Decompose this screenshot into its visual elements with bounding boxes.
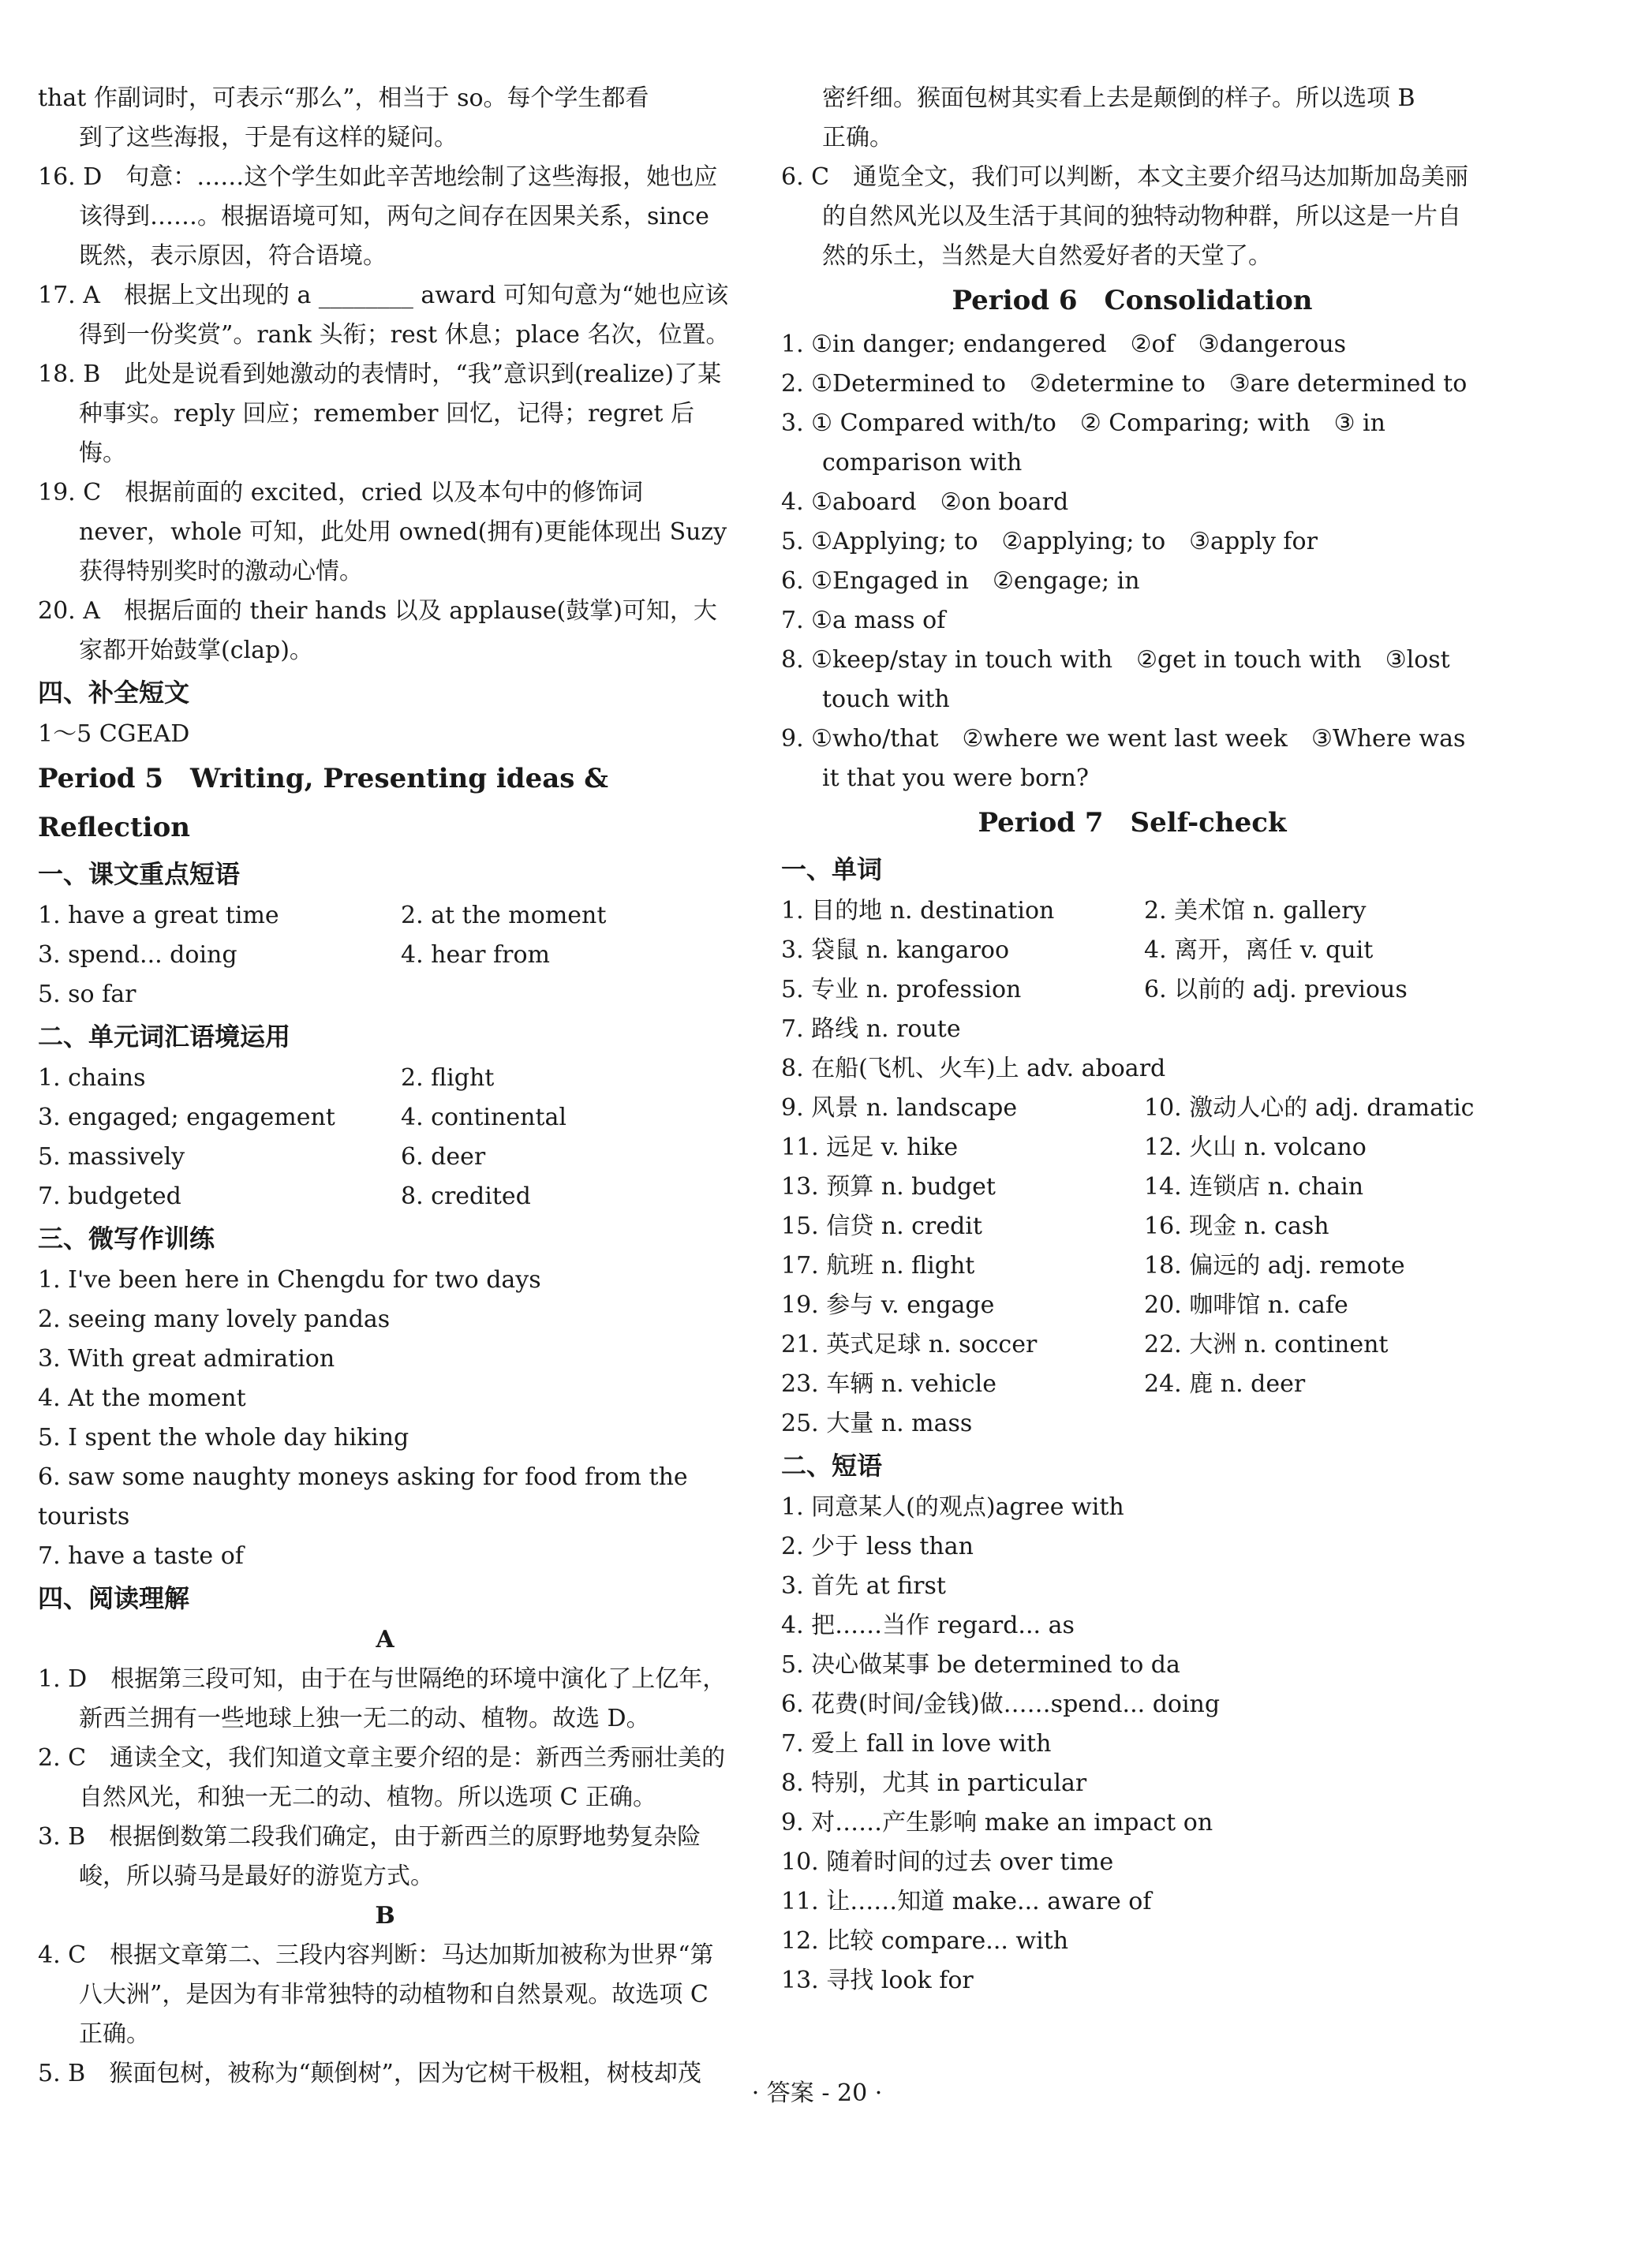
answer-item-6: 6. C 通览全文，我们可以判断，本文主要介绍马达加斯加岛美丽的自然风光以及生活于其间的独特动物种群，所以这是一片自然的乐土，当然是大自然爱好者的天堂了。 <box>781 163 1469 270</box>
period-title: Period 6 Consolidation <box>952 285 1313 316</box>
word-row <box>781 1168 1483 1207</box>
answer-cell: 5. massively <box>38 1143 185 1171</box>
answer-item-17: 17. A 根据上文出现的 a ________ award 可知句意为“她也应该得到一份奖赏”。rank 头衔；rest 休息；place 名次，位置。 <box>38 282 730 349</box>
page-footer: · 答案 - 20 · <box>751 2079 883 2107</box>
word-cell: 3. 袋鼠 n. kangaroo <box>781 936 1010 964</box>
word-row <box>781 970 1483 1010</box>
word-cell: 6. 以前的 adj. previous <box>1144 976 1408 1003</box>
answer-cell: 1. chains <box>38 1064 146 1092</box>
phrase-line: 9. 对……产生影响 make an impact on <box>781 1809 1213 1836</box>
word-cell: 4. 离开，离任 v. quit <box>1144 936 1374 964</box>
section-title: 一、课文重点短语 <box>38 859 241 889</box>
answer-cell: 4. continental <box>401 1104 566 1131</box>
word-cell: 11. 远足 v. hike <box>781 1134 959 1161</box>
answer-cell: 8. credited <box>401 1183 531 1210</box>
word-row <box>781 1404 1483 1444</box>
text-line: 正确。 <box>822 124 893 151</box>
answer-item: 9. ①who/that ②where we went last week ③Where was it that you were born? <box>781 725 1466 792</box>
answer-row <box>38 936 732 975</box>
word-cell: 23. 车辆 n. vehicle <box>781 1370 996 1398</box>
word-cell: 21. 英式足球 n. soccer <box>781 1331 1038 1358</box>
answer-item: 1. ①in danger; endangered ②of ③dangerous <box>781 331 1347 358</box>
phrase-line: 12. 比较 compare... with <box>781 1927 1069 1955</box>
word-cell: 1. 目的地 n. destination <box>781 897 1055 925</box>
answer-item: 7. ①a mass of <box>781 607 946 634</box>
word-cell: 9. 风景 n. landscape <box>781 1094 1018 1122</box>
word-row <box>781 931 1483 970</box>
section-title: 二、单元词汇语境运用 <box>38 1022 291 1052</box>
word-cell: 13. 预算 n. budget <box>781 1173 996 1201</box>
answer-cell: 4. hear from <box>401 941 550 969</box>
word-cell: 15. 信贷 n. credit <box>781 1212 982 1240</box>
answer-item: 6. ①Engaged in ②engage; in <box>781 567 1140 595</box>
answer-item: 2. C 通读全文，我们知道文章主要介绍的是：新西兰秀丽壮美的自然风光，和独一无二的动、植物。所以选项 C 正确。 <box>38 1744 726 1811</box>
answer-row <box>38 975 732 1014</box>
word-cell: 19. 参与 v. engage <box>781 1291 995 1319</box>
answer-line: 3. With great admiration <box>38 1345 335 1373</box>
answer-line: 2. seeing many lovely pandas <box>38 1306 391 1333</box>
answer-item-16: 16. D 句意：……这个学生如此辛苦地绘制了这些海报，她也应该得到……。根据语境可知，两句之间存在因果关系，since 既然，表示原因，符合语境。 <box>38 163 718 270</box>
word-cell: 2. 美术馆 n. gallery <box>1144 897 1367 925</box>
word-cell: 20. 咖啡馆 n. cafe <box>1144 1291 1348 1319</box>
answer-item: 4. C 根据文章第二、三段内容判断：马达加斯加被称为世界“第八大洲”，是因为有非常独特的动植物和自然景观。故选项 C 正确。 <box>38 1941 714 2048</box>
word-cell: 22. 大洲 n. continent <box>1144 1331 1389 1358</box>
word-row <box>781 1286 1483 1325</box>
answer-item-19: 19. C 根据前面的 excited，cried 以及本句中的修饰词 never，whole 可知，此处用 owned(拥有)更能体现出 Suzy 获得特别奖时的激动心情。 <box>38 479 727 585</box>
phrase-line: 4. 把……当作 regard... as <box>781 1612 1075 1639</box>
answer-item-18: 18. B 此处是说看到她激动的表情时，“我”意识到(realize)了某种事实。reply 回应；remember 回忆，记得；regret 后悔。 <box>38 361 722 467</box>
section-title: 四、补全短文 <box>38 678 190 708</box>
answer-item: 4. ①aboard ②on board <box>781 488 1069 516</box>
word-row <box>781 891 1483 931</box>
answer-line: 5. I spent the whole day hiking <box>38 1424 409 1452</box>
answer-item: 8. ①keep/stay in touch with ②get in touch with ③lost touch with <box>781 646 1450 713</box>
period-title: Period 5 Writing, Presenting ideas & Reflection <box>38 763 608 843</box>
word-row <box>781 1207 1483 1246</box>
answer-item: 2. ①Determined to ②determine to ③are determined to <box>781 370 1468 398</box>
phrase-line: 5. 决心做某事 be determined to da <box>781 1651 1180 1679</box>
left-column <box>38 79 732 2094</box>
answer-cell: 3. engaged; engagement <box>38 1104 335 1131</box>
word-cell: 16. 现金 n. cash <box>1144 1212 1329 1240</box>
answer-row <box>38 896 732 936</box>
answer-line: 4. At the moment <box>38 1384 246 1412</box>
answer-cell: 7. budgeted <box>38 1183 181 1210</box>
phrase-line: 7. 爱上 fall in love with <box>781 1730 1052 1758</box>
word-cell: 8. 在船(飞机、火车)上 adv. aboard <box>781 1055 1166 1082</box>
phrase-line: 3. 首先 at first <box>781 1572 946 1600</box>
phrase-line: 13. 寻找 look for <box>781 1967 974 1994</box>
right-column <box>781 79 1483 2001</box>
word-cell: 18. 偏远的 adj. remote <box>1144 1252 1405 1280</box>
word-cell: 25. 大量 n. mass <box>781 1410 973 1437</box>
answer-item: 5. ①Applying; to ②applying; to ③apply for <box>781 528 1318 555</box>
answer-line: 1. I've been here in Chengdu for two days <box>38 1266 541 1294</box>
section-title: 四、阅读理解 <box>38 1583 190 1613</box>
word-cell: 7. 路线 n. route <box>781 1015 961 1043</box>
word-cell: 10. 激动人心的 adj. dramatic <box>1144 1094 1475 1122</box>
phrase-line: 8. 特别，尤其 in particular <box>781 1769 1087 1797</box>
passage-label: B <box>375 1902 395 1930</box>
answer-row <box>38 1177 732 1216</box>
word-row <box>781 1049 1483 1089</box>
answer-item: 3. B 根据倒数第二段我们确定，由于新西兰的原野地势复杂险峻，所以骑马是最好的游览方式。 <box>38 1823 701 1890</box>
text-line: 密纤细。猴面包树其实看上去是颠倒的样子。所以选项 B <box>822 84 1415 112</box>
word-row <box>781 1089 1483 1128</box>
answer-cell: 5. so far <box>38 981 136 1008</box>
text-line: 到了这些海报，于是有这样的疑问。 <box>79 124 458 151</box>
word-row <box>781 1128 1483 1168</box>
text-line: that 作副词时，可表示“那么”，相当于 so。每个学生都看 <box>38 84 649 112</box>
word-cell: 5. 专业 n. profession <box>781 976 1022 1003</box>
word-row <box>781 1365 1483 1404</box>
word-cell: 24. 鹿 n. deer <box>1144 1370 1306 1398</box>
answer-row <box>38 1059 732 1098</box>
word-row <box>781 1246 1483 1286</box>
word-row <box>781 1325 1483 1365</box>
answer-cell: 2. flight <box>401 1064 495 1092</box>
section-title: 三、微写作训练 <box>38 1224 215 1254</box>
phrase-line: 2. 少于 less than <box>781 1533 974 1560</box>
answer-cell: 2. at the moment <box>401 902 607 929</box>
answer-item-20: 20. A 根据后面的 their hands 以及 applause(鼓掌)可知，大家都开始鼓掌(clap)。 <box>38 597 717 664</box>
word-row <box>781 1010 1483 1049</box>
answer-item: 5. B 猴面包树，被称为“颠倒树”，因为它树干极粗，树枝却茂 <box>38 2060 701 2087</box>
answer-cell: 6. deer <box>401 1143 486 1171</box>
word-cell: 17. 航班 n. flight <box>781 1252 975 1280</box>
answer-item: 1. D 根据第三段可知，由于在与世隔绝的环境中演化了上亿年，新西兰拥有一些地球上独一无二的动、植物。故选 D。 <box>38 1665 727 1732</box>
answer-item: 3. ① Compared with/to ② Comparing; with ③ in comparison with <box>781 409 1385 476</box>
section-title: 一、单词 <box>781 854 883 884</box>
answer-line: 1～5 CGEAD <box>38 720 190 748</box>
phrase-line: 11. 让……知道 make... aware of <box>781 1888 1152 1915</box>
period-title: Period 7 Self-check <box>978 807 1287 839</box>
word-cell: 12. 火山 n. volcano <box>1144 1134 1367 1161</box>
answer-cell: 1. have a great time <box>38 902 279 929</box>
passage-label: A <box>376 1626 394 1653</box>
answer-cell: 3. spend... doing <box>38 941 237 969</box>
answer-line: 6. saw some naughty moneys asking for food from the tourists <box>38 1463 688 1530</box>
phrase-line: 1. 同意某人(的观点)agree with <box>781 1493 1124 1521</box>
answer-row <box>38 1138 732 1177</box>
answer-line: 7. have a taste of <box>38 1542 244 1570</box>
phrase-line: 6. 花费(时间/金钱)做……spend... doing <box>781 1691 1221 1718</box>
phrase-line: 10. 随着时间的过去 over time <box>781 1848 1114 1876</box>
answer-row <box>38 1098 732 1138</box>
word-cell: 14. 连锁店 n. chain <box>1144 1173 1364 1201</box>
section-title: 二、短语 <box>781 1451 883 1481</box>
